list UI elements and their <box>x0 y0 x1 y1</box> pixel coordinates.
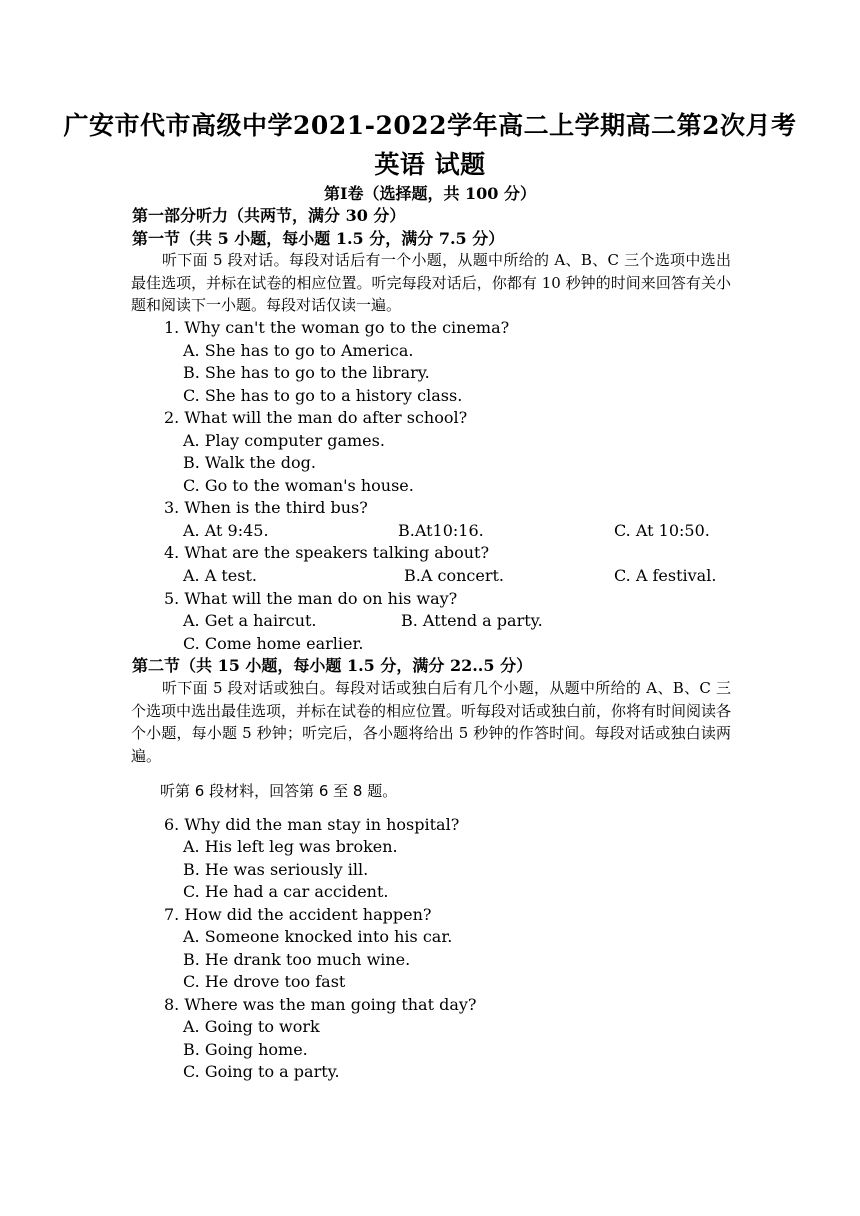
question-6-option-a: A. His left leg was broken. <box>183 837 398 856</box>
question-4-option-a: A. A test. <box>183 566 257 585</box>
question-7-option-a: A. Someone knocked into his car. <box>183 927 453 946</box>
question-5: 5. What will the man do on his way? <box>164 589 458 608</box>
question-3-option-c: C. At 10:50. <box>614 521 710 540</box>
part1-heading: 第一部分听力（共两节，满分 30 分） <box>132 206 406 225</box>
question-1-option-c: C. She has to go to a history class. <box>183 386 463 405</box>
question-8-option-c: C. Going to a party. <box>183 1062 340 1081</box>
question-5-option-b: B. Attend a party. <box>401 611 543 630</box>
question-6-option-c: C. He had a car accident. <box>183 882 389 901</box>
section2-heading: 第二节（共 15 小题，每小题 1.5 分，满分 22..5 分） <box>132 656 533 675</box>
section1-instructions: 听下面 5 段对话。每段对话后有一个小题，从题中所给的 A、B、C 三个选项中选出最佳选项，并标在试卷的相应位置。听完每段对话后，你都有 10 秒钟的时间来回答有关小题和阅读下一小题。每段对话仅读一遍。 <box>131 251 731 315</box>
exam-title: 广安市代市高级中学2021-2022学年高二上学期高二第2次月考 <box>63 111 797 140</box>
question-2: 2. What will the man do after school? <box>164 408 468 427</box>
question-4-option-b: B.A concert. <box>404 566 504 585</box>
question-1-option-a: A. She has to go to America. <box>183 341 414 360</box>
question-6-option-b: B. He was seriously ill. <box>183 860 369 879</box>
question-7: 7. How did the accident happen? <box>164 905 432 924</box>
question-2-option-b: B. Walk the dog. <box>183 453 316 472</box>
question-3-option-a: A. At 9:45. <box>183 521 269 540</box>
question-6: 6. Why did the man stay in hospital? <box>164 815 460 834</box>
question-4: 4. What are the speakers talking about? <box>164 543 490 562</box>
question-8-option-b: B. Going home. <box>183 1040 308 1059</box>
question-3: 3. When is the third bus? <box>164 498 368 517</box>
question-2-option-c: C. Go to the woman's house. <box>183 476 414 495</box>
question-7-option-b: B. He drank too much wine. <box>183 950 411 969</box>
question-8-option-a: A. Going to work <box>183 1017 320 1036</box>
question-8: 8. Where was the man going that day? <box>164 995 477 1014</box>
question-2-option-a: A. Play computer games. <box>183 431 385 450</box>
question-7-option-c: C. He drove too fast <box>183 972 346 991</box>
question-5-option-c: C. Come home earlier. <box>183 634 364 653</box>
volume-heading: 第Ⅰ卷（选择题，共 100 分） <box>323 184 537 203</box>
section1-heading: 第一节（共 5 小题，每小题 1.5 分，满分 7.5 分） <box>132 229 505 248</box>
material-note: 听第 6 段材料，回答第 6 至 8 题。 <box>160 782 398 800</box>
question-4-option-c: C. A festival. <box>614 566 717 585</box>
question-3-option-b: B.At10:16. <box>398 521 484 540</box>
section2-instructions: 听下面 5 段对话或独白。每段对话或独白后有几个小题，从题中所给的 A、B、C 三个选项中选出最佳选项，并标在试卷的相应位置。听每段对话或独白前，你将有时间阅读各个小题，每小题 5 秒钟；听完后，各小题将给出 5 秒钟的作答时间。每段对话或独白读两遍。 <box>131 679 732 765</box>
question-1: 1. Why can't the woman go to the cinema? <box>164 318 510 337</box>
exam-subject: 英语 试题 <box>374 150 486 179</box>
question-1-option-b: B. She has to go to the library. <box>183 363 430 382</box>
question-5-option-a: A. Get a haircut. <box>183 611 317 630</box>
